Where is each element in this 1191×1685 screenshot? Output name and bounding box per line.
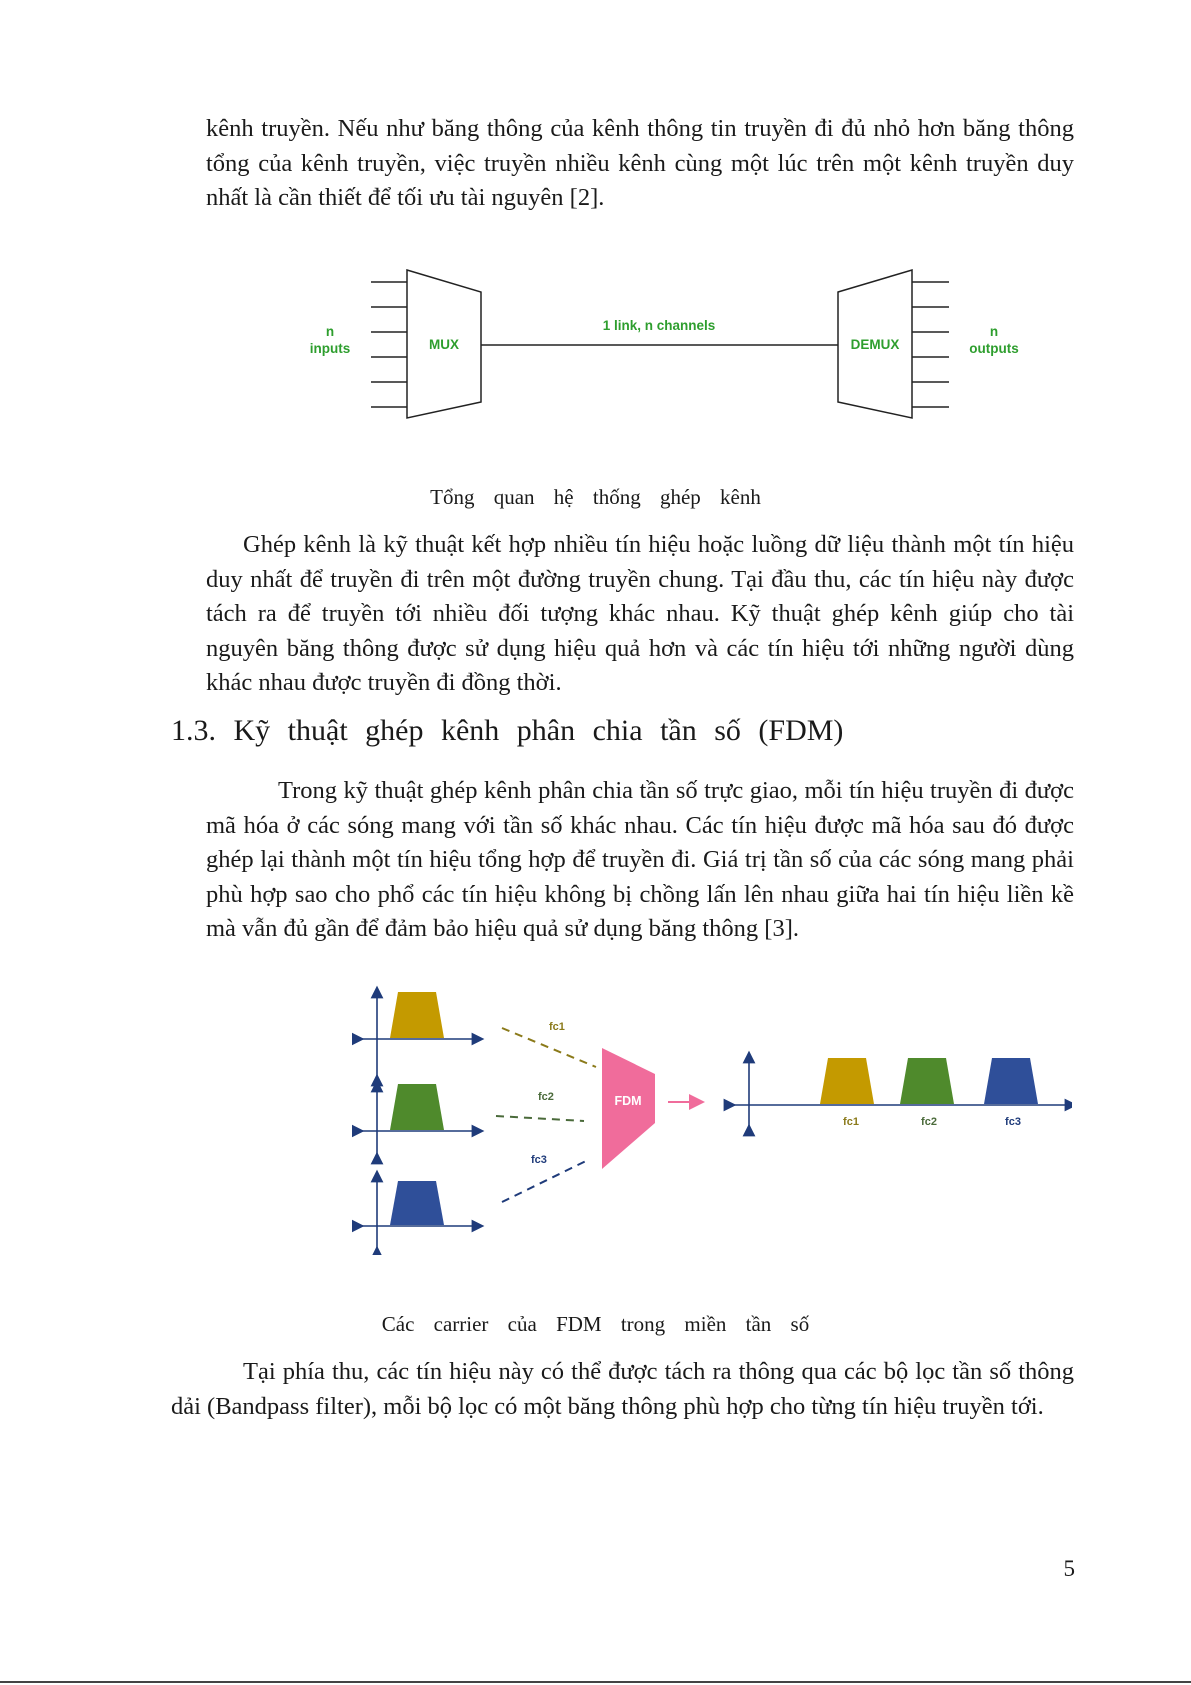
paragraph-3: Trong kỹ thuật ghép kênh phân chia tần số trực giao, mỗi tín hiệu truyền đi được mã hóa ở các sóng mang với tần số khác nhau. Các tín hiệu được mã hóa sau đó được ghép lại thành một tín hiệu tổng hợp để truyền đi. Giá trị tần số của các sóng mang phải phù hợp sao cho phổ các tín hiệu không bị chồng lấn lên nhau giữa hai tín hiệu liền kề mà vẫn đủ gần để đảm bảo hiệu quả sử dụng băng thông [3]. [206, 777, 1074, 942]
band-blue [390, 1181, 444, 1225]
demux-label: DEMUX [850, 337, 900, 352]
output-band-yellow [820, 1058, 874, 1104]
paragraph-1: kênh truyền. Nếu như băng thông của kênh thông tin truyền đi đủ nhỏ hơn băng thông tổng của kênh truyền, việc truyền nhiều kênh cùng một lúc trên một kênh truyền duy nhất là cần thiết để tối ưu tài nguyên [2]. [206, 115, 1074, 211]
output-band-green [900, 1058, 954, 1104]
mux-label: MUX [429, 337, 459, 352]
carrier-line-1 [502, 1028, 596, 1067]
figure-1-caption: Tổng quan hệ thống ghép kênh [430, 485, 761, 509]
output-carrier-label-1: fc1 [843, 1116, 859, 1128]
paragraph-2: Ghép kênh là kỹ thuật kết hợp nhiều tín hiệu hoặc luồng dữ liệu thành một tín hiệu duy nhất để truyền đi trên một đường truyền chung. Tại đầu thu, các tín hiệu này được tách ra để truyền tới nhiều đối tượng khác nhau. Kỹ thuật ghép kênh giúp cho tài nguyên băng thông được sử dụng hiệu quả hơn và các tín hiệu tới những người dùng khác nhau được truyền đi đồng thời. [206, 531, 1074, 696]
input-spectrum-1 [358, 992, 478, 1080]
fdm-block [602, 1048, 655, 1169]
band-yellow [390, 992, 444, 1038]
figure-fdm-carriers [352, 980, 1072, 1255]
carrier-line-3 [502, 1160, 588, 1202]
inputs-n-label: n [325, 324, 335, 339]
figure-mux-demux [295, 262, 1055, 442]
figure-2-caption: Các carrier của FDM trong miền tần số [381, 1312, 810, 1336]
output-band-blue [984, 1058, 1038, 1104]
output-carrier-label-3: fc3 [1005, 1116, 1021, 1128]
carrier-line-2 [496, 1116, 584, 1121]
carrier-label-1: fc1 [549, 1021, 565, 1033]
footer-rule [0, 1681, 1191, 1683]
band-green [390, 1084, 444, 1130]
carrier-label-3: fc3 [531, 1154, 547, 1166]
output-carrier-label-2: fc2 [921, 1116, 937, 1128]
fdm-label: FDM [614, 1094, 642, 1108]
input-spectrum-3 [358, 1176, 478, 1252]
section-heading: 1.3. Kỹ thuật ghép kênh phân chia tần số (FDM) [171, 714, 844, 747]
mux-input-lines [371, 282, 407, 407]
outputs-n-label: n [989, 324, 999, 339]
outputs-label: outputs [969, 341, 1019, 356]
demux-output-lines [912, 282, 949, 407]
carrier-label-2: fc2 [538, 1091, 554, 1103]
link-label: 1 link, n channels [602, 318, 716, 333]
inputs-label: inputs [309, 341, 351, 356]
input-spectrum-2 [358, 1084, 478, 1158]
paragraph-4: Tại phía thu, các tín hiệu này có thể được tách ra thông qua các bộ lọc tần số thông dải (Bandpass filter), mỗi bộ lọc có một băng thông phù hợp cho từng tín hiệu truyền tới. [171, 1358, 1074, 1420]
page-number: 5 [1063, 1556, 1075, 1581]
